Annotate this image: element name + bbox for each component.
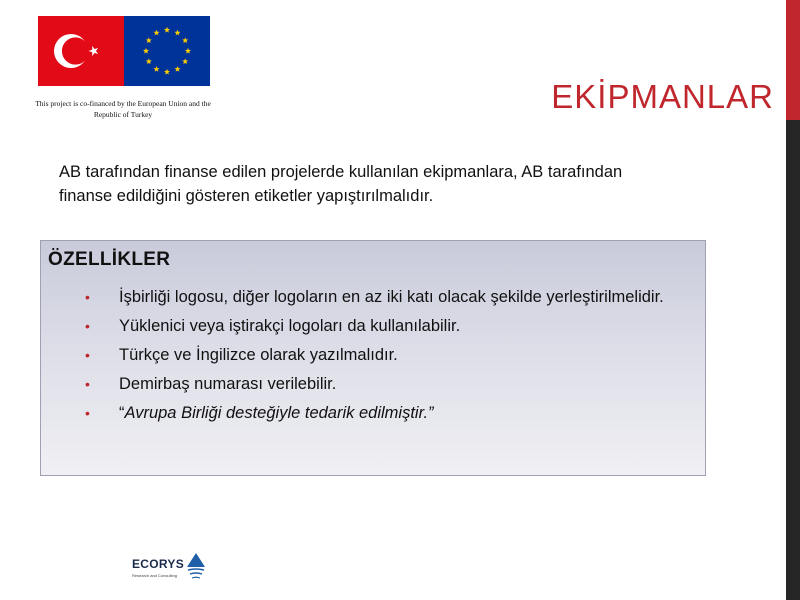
ecorys-triangle-icon xyxy=(186,552,206,582)
right-sidebar-bar xyxy=(786,120,800,600)
list-item-text: Türkçe ve İngilizce olarak yazılmalıdır. xyxy=(119,346,398,364)
eu-flag-icon xyxy=(124,16,210,86)
bullet-icon: • xyxy=(85,289,90,305)
list-item xyxy=(85,314,685,338)
bullet-icon: • xyxy=(85,318,90,334)
quoted-text: Avrupa Birliği desteğiyle tedarik edilmiştir.” xyxy=(124,404,434,422)
features-list xyxy=(85,285,685,430)
bullet-icon: • xyxy=(85,347,90,363)
list-item-text: İşbirliği logosu, diğer logoların en az iki katı olacak şekilde yerleştirilmelidir. xyxy=(119,288,664,306)
list-item-text: Demirbaş numarası verilebilir. xyxy=(119,375,337,393)
turkey-flag-icon xyxy=(38,16,124,86)
list-item-text: Yüklenici veya iştirakçi logoları da kullanılabilir. xyxy=(119,317,461,335)
intro-text: AB tarafından finanse edilen projelerde kullanılan ekipmanlara, AB tarafından finanse edildiğini gösteren etiketler yapıştırılmalıdır. xyxy=(59,163,623,205)
slide-title: EKİPMANLAR xyxy=(551,78,774,115)
cofinance-note: This project is co-financed by the European Union and the Republic of Turkey xyxy=(35,99,211,119)
ecorys-logo-icon xyxy=(132,552,212,586)
bullet-icon: • xyxy=(85,376,90,392)
list-item-quote xyxy=(85,401,685,425)
list-item xyxy=(85,372,685,396)
list-item xyxy=(85,343,685,367)
bullet-icon: • xyxy=(85,405,90,421)
right-accent-bar xyxy=(786,0,800,120)
list-item xyxy=(85,285,685,309)
features-box xyxy=(40,240,706,476)
ecorys-tagline: Research and Consulting xyxy=(132,573,177,578)
open-quote: “ xyxy=(119,404,125,422)
ecorys-name: ECORYS xyxy=(132,557,185,571)
features-heading: ÖZELLİKLER xyxy=(48,249,171,270)
